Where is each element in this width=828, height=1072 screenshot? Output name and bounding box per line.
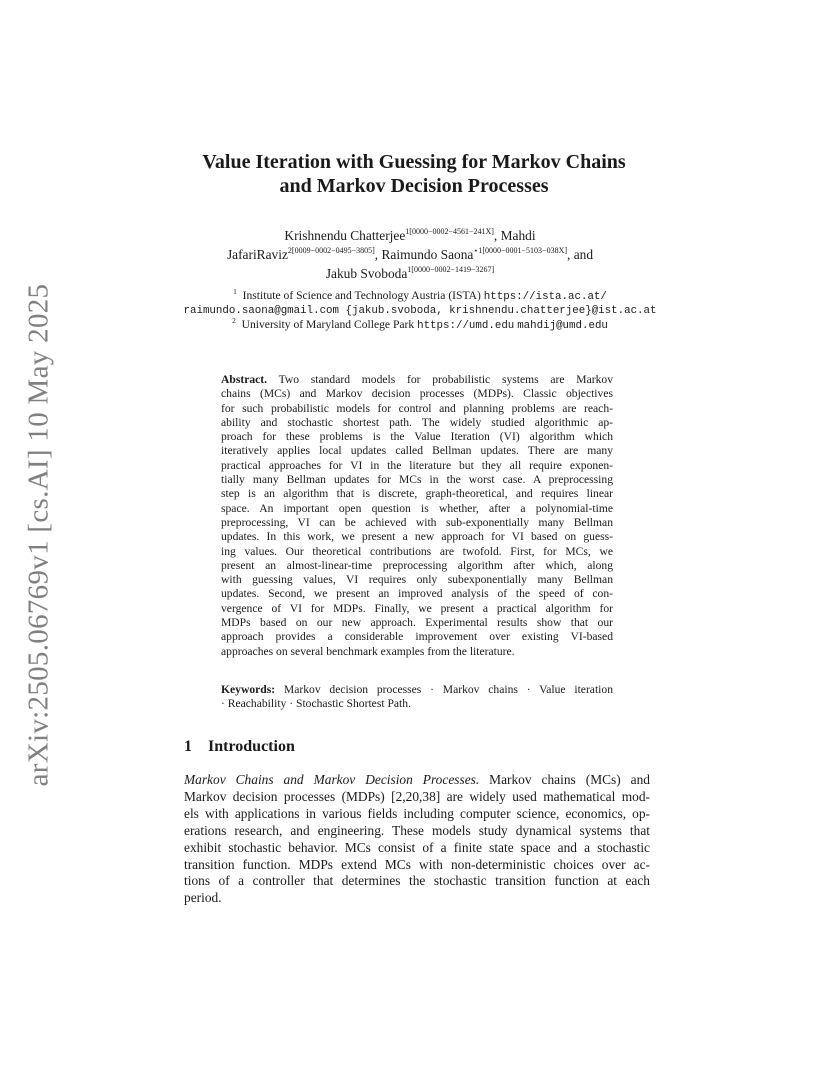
affiliation-marker: 1 (233, 287, 237, 296)
arxiv-identifier (8, 283, 70, 787)
author-line (150, 226, 670, 245)
keywords-text: Markov decision processes · Markov chains · Value iteration (275, 683, 613, 696)
institution-url[interactable]: https://umd.edu (417, 320, 515, 332)
keywords-line: · Reachability · Stochastic Shortest Path. (221, 697, 411, 711)
abstract-line: step is an algorithm that is discrete, graph-theoretical, and requires linear (221, 487, 613, 501)
author-name: , Raimundo Saona (374, 247, 474, 262)
abstract-line: updates. Second, we present an improved analysis of the speed of con- (221, 587, 613, 601)
author-separator: , and (567, 247, 594, 262)
keywords-line (221, 683, 613, 697)
author-name: Krishnendu Chatterjee (284, 228, 406, 243)
institution-url[interactable]: https://ista.ac.at/ (483, 291, 607, 303)
abstract-line: with guessing values, VI requires only subexponentially many Bellman (221, 573, 613, 587)
paper-title (0, 150, 828, 198)
paragraph-line: tions of a controller that determines the stochastic transition function at each (184, 873, 650, 889)
abstract-line: vergence of VI for MDPs. Finally, we present a practical algorithm for (221, 601, 613, 615)
keywords-label: Keywords: (221, 683, 276, 696)
institution-name: University of Maryland College Park (241, 318, 418, 331)
orcid-note: 1[0000−0002−4561−241X] (405, 227, 494, 236)
affiliation-marker: 2 (232, 316, 236, 325)
abstract (221, 373, 613, 659)
author-separator: , Mahdi (493, 228, 536, 243)
author-name: JafariRaviz (226, 247, 288, 262)
affiliations (150, 289, 690, 333)
abstract-line: approach provides a considerable improvement over existing VI-based (221, 630, 613, 644)
institution-name: Institute of Science and Technology Austria (ISTA) (242, 289, 484, 302)
paragraph-heading: Markov Chains and Markov Decision Processes. (184, 772, 480, 787)
paragraph-line: erations research, and engineering. These models study dynamical systems that (184, 822, 650, 838)
abstract-line: MDPs based on our new approach. Experimental results show that our (221, 616, 613, 630)
abstract-line: present an almost-linear-time preprocessing algorithm after which, along (221, 558, 613, 572)
abstract-line: ability and stochastic shortest path. The widely studied algorithmic ap- (221, 415, 613, 429)
affiliation-line (150, 318, 690, 333)
abstract-line (221, 373, 613, 387)
abstract-line: tially many Bellman updates for MCs in the worst case. A preprocessing (221, 473, 613, 487)
abstract-line: practical approaches for VI in the literature but they all require exponen- (221, 458, 613, 472)
affiliation-line (150, 289, 690, 304)
abstract-line: iteratively applies local updates called Bellman updates. There are many (221, 444, 613, 458)
section-number: 1 (184, 738, 192, 755)
abstract-label: Abstract. (221, 373, 268, 386)
abstract-text: Two standard models for probabilistic systems are Markov (267, 373, 613, 386)
keywords (221, 683, 613, 712)
intro-paragraph (184, 772, 650, 907)
abstract-line: preprocessing, VI can be achieved with sub-exponentially many Bellman (221, 515, 613, 529)
title-line: Value Iteration with Guessing for Markov Chains (202, 151, 626, 173)
title-line: and Markov Decision Processes (279, 175, 549, 197)
paragraph-line: period. (184, 890, 222, 906)
abstract-line: space. An important open question is whether, after a polynomial-time (221, 501, 613, 515)
abstract-line: approaches on several benchmark examples from the literature. (221, 644, 515, 658)
author-list (150, 226, 670, 283)
paragraph-line: transition function. MDPs extend MCs with non-deterministic choices over ac- (184, 856, 650, 872)
paragraph-line (184, 772, 650, 789)
paragraph-line: exhibit stochastic behavior. MCs consist of a finite state space and a stochastic (184, 839, 650, 855)
abstract-line: chains (MCs) and Markov decision processes (MDPs). Classic objectives (221, 387, 613, 401)
abstract-line: for such probabilistic models for control and planning problems are reach- (221, 401, 613, 415)
orcid-note: 1[0000−0002−1419−3267] (407, 265, 495, 274)
author-line (150, 264, 670, 283)
orcid-note: ⋆1[0000−0001−5103−038X] (473, 246, 568, 255)
paragraph-line: els with applications in various fields including computer science, economics, op- (184, 805, 650, 821)
section-heading (184, 738, 295, 756)
author-name: Jakub Svoboda (325, 266, 408, 281)
paragraph-line: Markov decision processes (MDPs) [2,20,38] are widely used mathematical mod- (184, 788, 650, 804)
paragraph-text: Markov chains (MCs) and (479, 772, 651, 787)
author-line (150, 245, 670, 264)
orcid-note: 2[0009−0002−0495−3805] (287, 246, 375, 255)
author-email[interactable]: mahdij@umd.edu (517, 320, 608, 332)
section-title: Introduction (208, 738, 295, 755)
email-line[interactable]: raimundo.saona@gmail.com {jakub.svoboda, krishnendu.chatterjee}@ist.ac.at (183, 305, 657, 317)
abstract-line: updates. In this work, we present a new approach for VI based on guess- (221, 530, 613, 544)
abstract-line: ing values. Our theoretical contributions are twofold. First, for MCs, we (221, 544, 613, 558)
abstract-line: proach for these problems is the Value Iteration (VI) algorithm which (221, 430, 613, 444)
arxiv-id-text: arXiv:2505.06769v1 [cs.AI] 10 May 2025 (22, 283, 55, 787)
